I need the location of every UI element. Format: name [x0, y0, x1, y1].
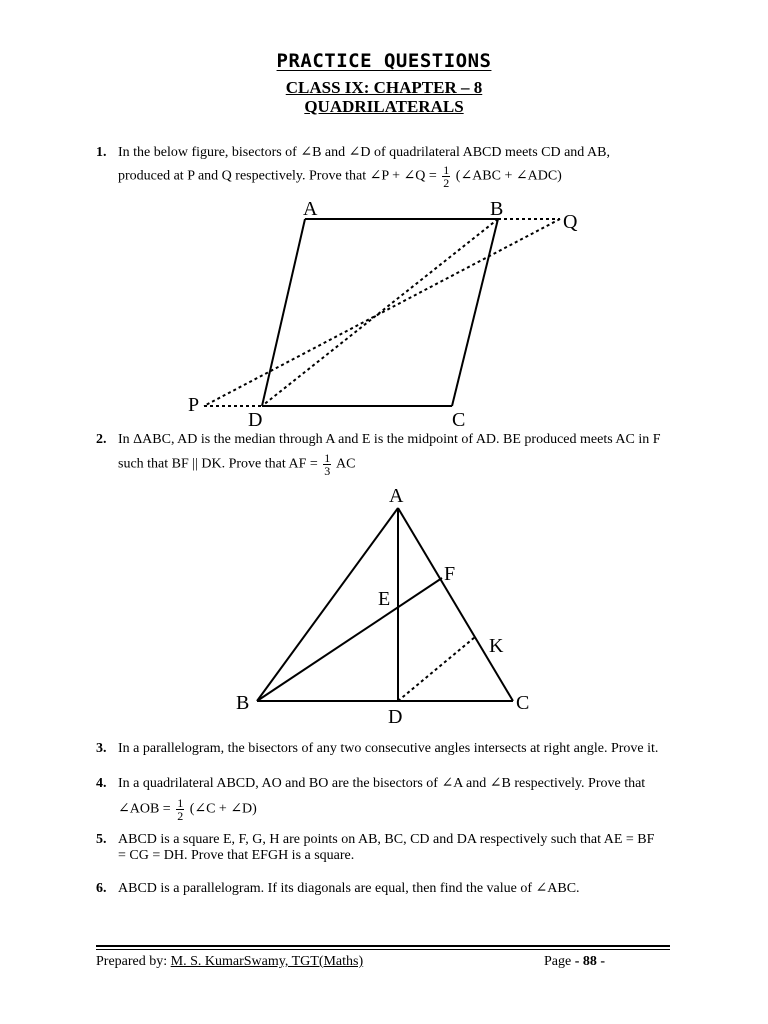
fraction-denominator: 2	[443, 176, 450, 190]
question-text: ∠AOB =	[118, 801, 171, 817]
fraction-numerator: 1	[324, 451, 331, 465]
footer-prepared	[96, 954, 363, 970]
question-text: In a quadrilateral ABCD, AO and BO are the bisectors of ∠A and ∠B respectively. Prove that	[118, 776, 646, 791]
page-number: - 88 -	[574, 954, 606, 969]
question-text: = CG = DH. Prove that EFGH is a square.	[118, 848, 355, 863]
subject-heading: QUADRILATERALS	[304, 97, 464, 116]
question-4-line2	[118, 797, 678, 822]
question-number: 3.	[96, 741, 107, 756]
question-text: ABCD is a parallelogram. If its diagonals are equal, then find the value of ∠ABC.	[118, 881, 580, 896]
question-number: 1.	[96, 145, 107, 160]
question-4	[96, 774, 676, 793]
line-bf	[257, 578, 442, 701]
question-2	[96, 430, 676, 449]
figure-parallelogram	[0, 195, 768, 435]
bisector-b	[262, 219, 498, 406]
prepared-label: Prepared by:	[96, 954, 168, 969]
fraction-denominator: 2	[177, 809, 184, 823]
label-p: P	[188, 394, 200, 416]
question-number: 5.	[96, 832, 107, 847]
fraction	[442, 164, 450, 189]
question-text: (∠ABC + ∠ADC)	[455, 168, 562, 184]
edge-ad	[262, 219, 305, 406]
question-number: 6.	[96, 881, 107, 896]
question-text: produced at P and Q respectively. Prove that ∠P + ∠Q =	[118, 168, 437, 184]
fraction-denominator: 3	[324, 464, 331, 478]
question-6	[96, 879, 676, 898]
question-3	[96, 739, 696, 758]
question-text: AC	[336, 456, 356, 472]
question-text: In the below figure, bisectors of ∠B and ∠D of quadrilateral ABCD meets CD and AB,	[118, 145, 610, 160]
label-f: F	[444, 563, 456, 585]
label-a: A	[303, 198, 318, 220]
label-d: D	[388, 706, 403, 728]
page-title: PRACTICE QUESTIONS	[276, 50, 492, 72]
chapter-heading: CLASS IX: CHAPTER – 8	[285, 78, 483, 97]
edge-bc	[452, 219, 498, 406]
label-b: B	[236, 692, 250, 714]
footer-rule	[96, 949, 670, 950]
question-1	[96, 143, 676, 162]
label-a: A	[389, 485, 404, 507]
question-2-line2	[118, 452, 678, 477]
question-text: ABCD is a square E, F, G, H are points on AB, BC, CD and DA respectively such that AE = BF	[118, 832, 655, 847]
page-label: Page	[544, 954, 572, 969]
question-text: In a parallelogram, the bisectors of any two consecutive angles intersects at right angle. Prove it.	[118, 741, 659, 756]
label-d: D	[248, 409, 263, 431]
question-text: In ΔABC, AD is the median through A and E is the midpoint of AD. BE produced meets AC in F	[118, 432, 661, 447]
footer-page	[544, 954, 605, 970]
label-k: K	[489, 635, 504, 657]
bisector-d	[204, 219, 560, 406]
footer-rule	[96, 945, 670, 947]
question-number: 2.	[96, 432, 107, 447]
edge-ab	[257, 508, 398, 701]
label-c: C	[516, 692, 530, 714]
question-1-line2	[118, 164, 678, 189]
fraction-numerator: 1	[177, 796, 184, 810]
label-b: B	[490, 198, 504, 220]
question-text: (∠C + ∠D)	[189, 801, 257, 817]
question-number: 4.	[96, 776, 107, 791]
fraction	[323, 452, 331, 477]
edge-ac	[398, 508, 513, 701]
dotted-dk	[398, 637, 475, 701]
label-c: C	[452, 409, 466, 431]
figure-triangle	[0, 480, 768, 730]
label-q: Q	[563, 211, 578, 233]
question-text: such that BF || DK. Prove that AF =	[118, 456, 318, 472]
label-e: E	[378, 588, 391, 610]
question-5-line2	[118, 846, 678, 865]
fraction-numerator: 1	[443, 163, 450, 177]
fraction	[176, 797, 184, 822]
author-name: M. S. KumarSwamy, TGT(Maths)	[170, 954, 364, 969]
